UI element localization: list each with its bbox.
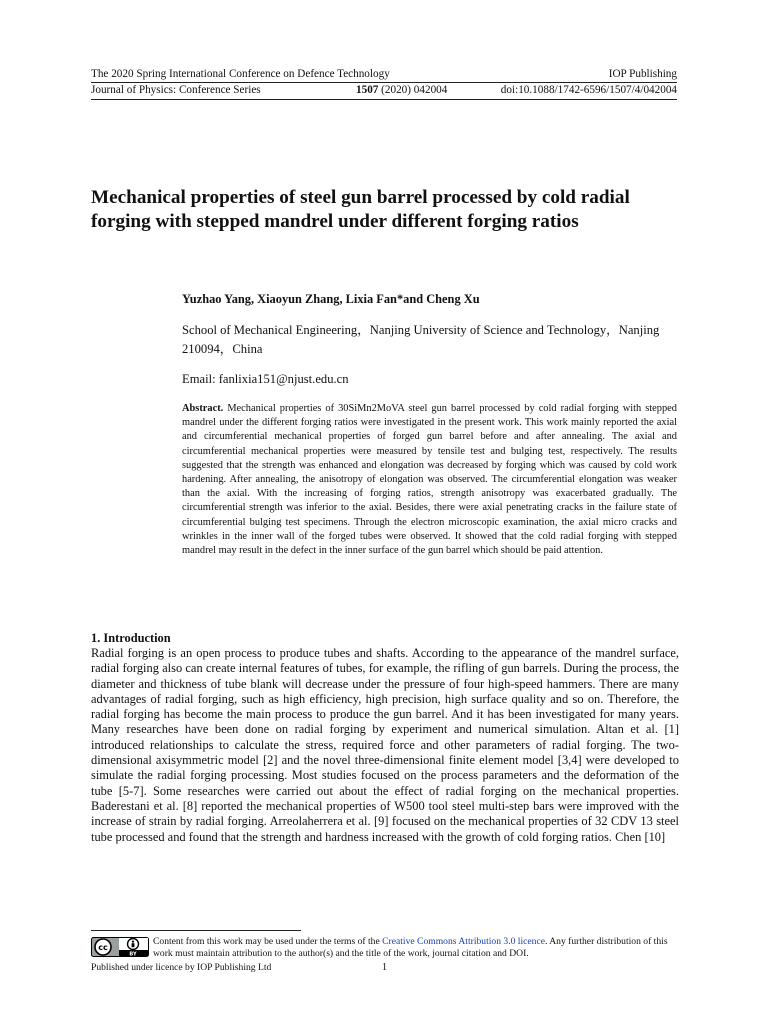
section-heading-introduction: 1. Introduction xyxy=(91,631,171,645)
abstract-text: Mechanical properties of 30SiMn2MoVA steel gun barrel processed by cold radial forging with stepped mandrel under the different forging ratios were investigated in the present work. This work mainly reported the axial and circumferential mechanical properties of forged gun barrel before and after annealing. The axial and circumferential mechanical properties were measured by tensile test and bulging test, respectively. The results suggested that the strength was enhanced and elongation was decreased by forging which was caused by cold work hardening. After annealing, the anisotropy of elongation was observed. The circumferential elongation was weaker than the axial. With the increasing of forging ratios, strength anisotropy was exacerbated gradually. The circumferential strength was inferior to the axial. Besides, there were axial penetrating cracks in the failure state of circumferential bulging test specimens. Through the electron microscopic examination, the axial micro cracks and wrinkles in the inner wall of the forged tubes were observed. It showed that the cold radial forging with stepped mandrel may result in the defect in the inner surface of the gun barrel which should be paid attention. xyxy=(182,403,677,557)
licence-notice xyxy=(153,936,683,960)
doi-link[interactable]: doi:10.1088/1742-6596/1507/4/042004 xyxy=(500,84,677,96)
abstract xyxy=(182,402,677,558)
journal-name: Journal of Physics: Conference Series xyxy=(91,84,261,96)
abstract-label: Abstract. xyxy=(182,403,224,414)
journal-citation xyxy=(356,84,447,97)
publisher-name: IOP Publishing xyxy=(608,68,677,80)
issue-number: (2020) 042004 xyxy=(381,84,448,96)
page-number: 1 xyxy=(382,962,387,973)
licence-text-post: . Any further distribution of this work must maintain attribution to the author(s) and the title of the work, journal citation and DOI. xyxy=(153,936,668,959)
cc-by-licence-icon[interactable] xyxy=(91,937,149,957)
footer-rule xyxy=(91,930,301,931)
paper-title: Mechanical properties of steel gun barrel processed by cold radial forging with stepped mandrel under different forging ratios xyxy=(91,187,630,232)
licence-text-pre: Content from this work may be used under the terms of the xyxy=(153,936,380,947)
publisher-notice: Published under licence by IOP Publishing Ltd xyxy=(91,962,272,973)
header-rule-bottom xyxy=(91,99,677,100)
conference-name: The 2020 Spring International Conference on Defence Technology xyxy=(91,68,390,80)
running-header-bottom xyxy=(91,84,677,97)
volume-number: 1507 xyxy=(356,84,379,96)
affiliation: School of Mechanical Engineering，Nanjing University of Science and Technology，Nanjing 210094，China xyxy=(182,323,660,356)
cc-logo-text: cc xyxy=(98,943,108,952)
running-header-top xyxy=(91,68,677,81)
author-list: Yuzhao Yang, Xiaoyun Zhang, Lixia Fan*and Cheng Xu xyxy=(182,292,480,306)
introduction-body: Radial forging is an open process to produce tubes and shafts. According to the appearance of the mandrel surface, radial forging also can create internal features of tubes, for example, the rifling of gun barrels. During the process, the diameter and thickness of tube blank will decrease under the pressure of four high-speed hammers. There are many advantages of radial forging, such as high efficiency, high precision, high surface quality and so on. Therefore, the radial forging has become the main process to produce the gun barrel. And it has been investigated for many years. Many researches have been done on radial forging by experiment and numerical simulation. Altan et al. [1] introduced relationships to calculate the stress, required force and other parameters of radial forging. The two-dimensional axisymmetric model [2] and the novel three-dimensional finite element model [3,4] were developed to simulate the radial forging processing. Most studies focused on the process parameters and the deformation of the tube [5-7]. Some researches were carried out about the effect of radial forging on the mechanical properties. Baderestani et al. [8] reported the mechanical properties of W500 tool steel multi-step bars were improved with the increase of strain by radial forging. Arreolaherrera et al. [9] focused on the mechanical properties of 32 CDV 13 steel tube processed and found that the strength and hardness increased with the growth of cold forging ratios. Chen [10] xyxy=(91,646,679,844)
contact-email[interactable]: Email: fanlixia151@njust.edu.cn xyxy=(182,372,349,386)
by-logo-text: BY xyxy=(129,951,137,957)
licence-link[interactable]: Creative Commons Attribution 3.0 licence xyxy=(382,936,545,947)
header-rule-top xyxy=(91,82,677,83)
